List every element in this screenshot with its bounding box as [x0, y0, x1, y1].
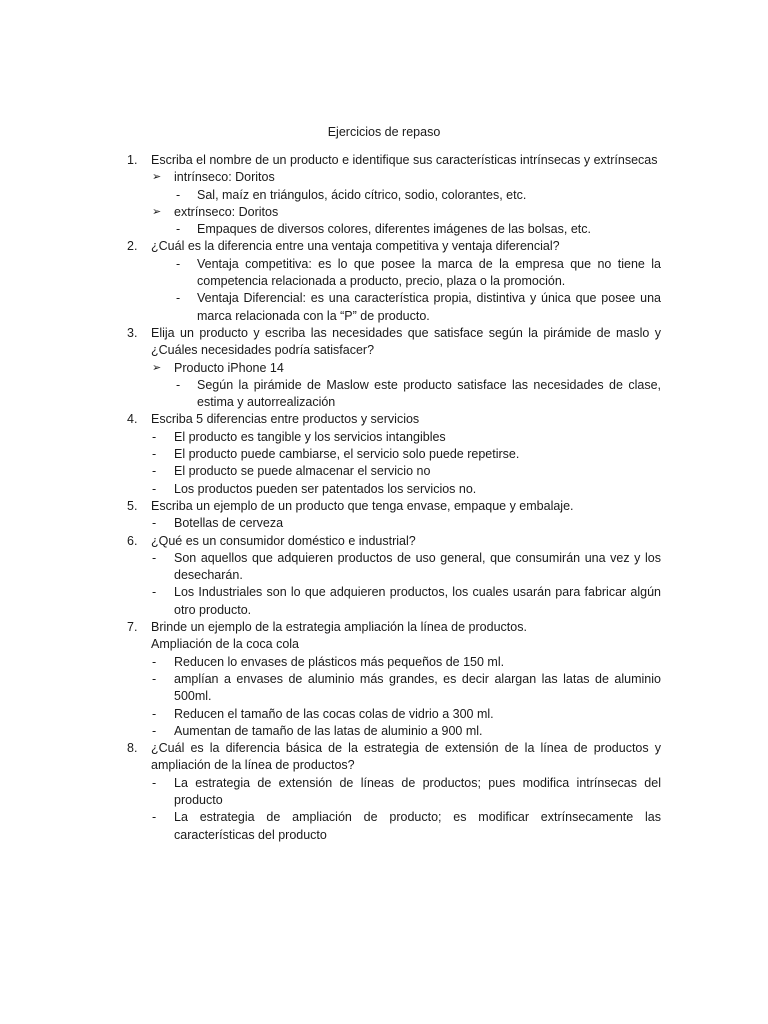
dash-bullet: -: [176, 187, 181, 202]
list-item-text: El producto puede cambiarse, el servicio solo puede repetirse.: [174, 447, 520, 462]
list-item-continuation: [0, 273, 768, 290]
list-item-text: intrínseco: Doritos: [174, 170, 275, 185]
question-number: 3.: [127, 325, 138, 340]
list-item: [0, 809, 768, 826]
list-item: [0, 204, 768, 221]
dash-bullet: -: [152, 585, 157, 600]
list-item-continuation: [0, 688, 768, 705]
list-item-text: Producto iPhone 14: [174, 360, 284, 375]
list-item: [0, 671, 768, 688]
question-text: ¿Cuál es la diferencia básica de la estrategia de extensión de la línea de productos y: [151, 741, 661, 756]
list-item-continuation: [0, 792, 768, 809]
arrow-bullet-icon: ➢: [152, 171, 162, 184]
list-item-text: marca relacionada con la “P” de producto.: [197, 308, 430, 323]
list-item-text: Ventaja Diferencial: es una característica propia, distintiva y única que posee una: [197, 291, 661, 306]
list-item-text: Reducen el tamaño de las cocas colas de vidrio a 300 ml.: [174, 706, 494, 721]
list-item-continuation: [0, 827, 768, 844]
list-item: [0, 429, 768, 446]
list-item-text: Botellas de cerveza: [174, 516, 284, 531]
list-item: [0, 515, 768, 532]
list-item-text: amplían a envases de aluminio más grandes, es decir alargan las latas de aluminio: [174, 671, 661, 686]
dash-bullet: -: [152, 516, 157, 531]
question-8: [0, 740, 768, 757]
question-text: ¿Cuál es la diferencia entre una ventaja competitiva y ventaja diferencial?: [151, 239, 560, 254]
list-item: [0, 290, 768, 307]
question-number: 4.: [127, 412, 138, 427]
arrow-bullet-icon: ➢: [152, 361, 162, 374]
list-item: [0, 654, 768, 671]
list-item: [0, 584, 768, 601]
list-item-text: otro producto.: [174, 602, 252, 617]
list-item-text: Son aquellos que adquieren productos de uso general, que consumirán una vez y los: [174, 550, 661, 565]
list-item-text: desecharán.: [174, 568, 243, 583]
list-item-continuation: [0, 394, 768, 411]
list-item: [0, 256, 768, 273]
list-item-text: Los productos pueden ser patentados los servicios no.: [174, 481, 477, 496]
question-text: ¿Qué es un consumidor doméstico e industrial?: [151, 533, 416, 548]
list-item: [0, 187, 768, 204]
list-item: [0, 463, 768, 480]
subheading-text: Ampliación de la coca cola: [151, 637, 299, 652]
question-text: Brinde un ejemplo de la estrategia ampliación la línea de productos.: [151, 620, 527, 635]
list-item-text: Ventaja competitiva: es lo que posee la marca de la empresa que no tiene la: [197, 256, 661, 271]
list-item: [0, 221, 768, 238]
list-item: [0, 550, 768, 567]
question-2: [0, 238, 768, 255]
dash-bullet: -: [176, 256, 181, 271]
list-item: [0, 775, 768, 792]
question-text: Elija un producto y escriba las necesidades que satisface según la pirámide de maslo y: [151, 325, 661, 340]
question-4: [0, 411, 768, 428]
list-item-text: La estrategia de ampliación de producto; es modificar extrínsecamente las: [174, 810, 661, 825]
list-item-text: competencia relacionada a producto, precio, plaza o la promoción.: [197, 274, 566, 289]
list-item-text: Reducen lo envases de plásticos más pequeños de 150 ml.: [174, 654, 505, 669]
question-5: [0, 498, 768, 515]
subheading: [0, 636, 768, 653]
list-item: [0, 360, 768, 377]
list-item-text: 500ml.: [174, 689, 212, 704]
list-item-continuation: [0, 602, 768, 619]
dash-bullet: -: [176, 291, 181, 306]
list-item-text: características del producto: [174, 827, 327, 842]
list-item: [0, 169, 768, 186]
dash-bullet: -: [152, 706, 157, 721]
question-continuation: [0, 342, 768, 359]
question-continuation: [0, 757, 768, 774]
list-item-text: La estrategia de extensión de líneas de productos; pues modifica intrínsecas del: [174, 775, 661, 790]
question-1: [0, 152, 768, 169]
dash-bullet: -: [176, 222, 181, 237]
document-title: Ejercicios de repaso: [327, 125, 441, 139]
dash-bullet: -: [152, 654, 157, 669]
dash-bullet: -: [152, 723, 157, 738]
list-item-continuation: [0, 567, 768, 584]
list-item: [0, 446, 768, 463]
dash-bullet: -: [176, 377, 181, 392]
dash-bullet: -: [152, 447, 157, 462]
question-text: Escriba 5 diferencias entre productos y servicios: [151, 412, 420, 427]
list-item-text: Los Industriales son lo que adquieren productos, los cuales usarán para fabricar algún: [174, 585, 661, 600]
question-number: 7.: [127, 620, 138, 635]
question-number: 8.: [127, 741, 138, 756]
list-item-text: Sal, maíz en triángulos, ácido cítrico, sodio, colorantes, etc.: [197, 187, 527, 202]
dash-bullet: -: [152, 464, 157, 479]
exercise-list: [0, 152, 768, 844]
question-number: 1.: [127, 153, 138, 167]
dash-bullet: -: [152, 775, 157, 790]
question-number: 5.: [127, 498, 138, 513]
list-item-text: extrínseco: Doritos: [174, 204, 279, 219]
list-item-text: producto: [174, 792, 223, 807]
dash-bullet: -: [152, 550, 157, 565]
list-item-text: Según la pirámide de Maslow este producto satisface las necesidades de clase,: [197, 377, 661, 392]
list-item-text: El producto se puede almacenar el servicio no: [174, 464, 431, 479]
list-item: [0, 723, 768, 740]
list-item: [0, 377, 768, 394]
list-item: [0, 706, 768, 723]
list-item-text: estima y autorrealización: [197, 395, 336, 410]
list-item-text: El producto es tangible y los servicios intangibles: [174, 429, 446, 444]
question-6: [0, 533, 768, 550]
list-item-continuation: [0, 308, 768, 325]
list-item-text: Empaques de diversos colores, diferentes imágenes de las bolsas, etc.: [197, 222, 591, 237]
dash-bullet: -: [152, 429, 157, 444]
dash-bullet: -: [152, 810, 157, 825]
dash-bullet: -: [152, 671, 157, 686]
question-text: Escriba el nombre de un producto e identifique sus características intrínsecas y extrínsecas: [151, 153, 658, 167]
question-text: ¿Cuáles necesidades podría satisfacer?: [151, 343, 375, 358]
arrow-bullet-icon: ➢: [152, 205, 162, 218]
question-3: [0, 325, 768, 342]
question-text: ampliación de la línea de productos?: [151, 758, 355, 773]
question-number: 6.: [127, 533, 138, 548]
question-text: Escriba un ejemplo de un producto que tenga envase, empaque y embalaje.: [151, 498, 574, 513]
list-item: [0, 481, 768, 498]
question-number: 2.: [127, 239, 138, 254]
list-item-text: Aumentan de tamaño de las latas de aluminio a 900 ml.: [174, 723, 483, 738]
dash-bullet: -: [152, 481, 157, 496]
question-7: [0, 619, 768, 636]
